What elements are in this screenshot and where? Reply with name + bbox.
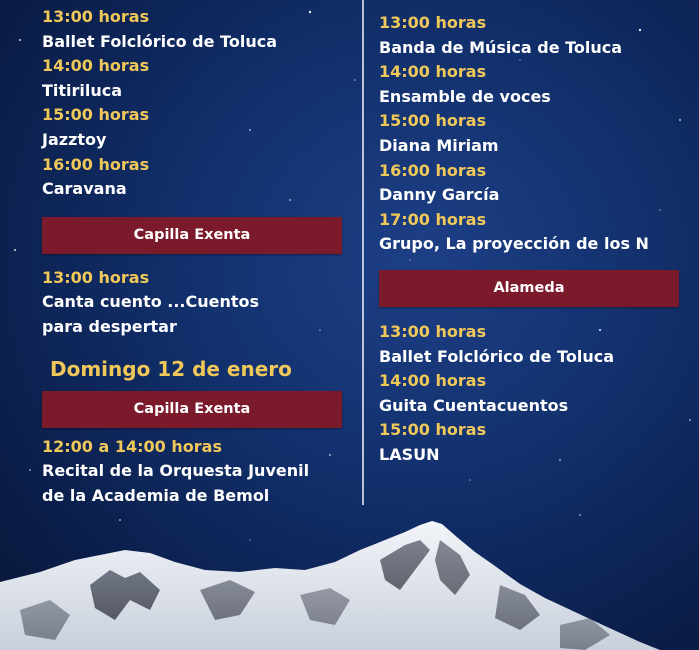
snowy-mountain-illustration <box>0 500 699 650</box>
activity: Recital de la Orquesta Juvenil <box>42 461 310 481</box>
activity: Guita Cuentacuentos <box>379 395 569 415</box>
time-slot: 14:00 horas <box>379 371 487 391</box>
left-schedule-block-3 <box>42 435 342 509</box>
activity: Grupo, La proyección de los N <box>379 234 649 254</box>
column-divider <box>362 0 364 505</box>
date-heading: Domingo 12 de enero <box>50 356 292 381</box>
right-schedule-block-1 <box>379 11 679 257</box>
right-schedule-block-2 <box>379 320 679 468</box>
time-slot: 15:00 horas <box>379 420 487 440</box>
time-slot: 16:00 horas <box>379 160 487 180</box>
venue-banner-capilla-exenta: Capilla Exenta <box>42 217 342 254</box>
activity: LASUN <box>379 444 440 464</box>
venue-banner-alameda: Alameda <box>379 270 679 307</box>
activity: Ensamble de voces <box>379 86 551 106</box>
time-slot: 14:00 horas <box>42 56 150 76</box>
activity: Banda de Música de Toluca <box>379 37 623 57</box>
time-slot: 12:00 a 14:00 horas <box>42 436 222 456</box>
time-slot: 13:00 horas <box>379 321 487 341</box>
left-schedule-block-2 <box>42 266 342 340</box>
activity: Titiriluca <box>42 80 123 100</box>
venue-banner-capilla-exenta-2: Capilla Exenta <box>42 391 342 428</box>
left-column <box>42 5 342 508</box>
activity: Jazztoy <box>42 129 107 149</box>
right-column <box>379 11 679 468</box>
time-slot: 15:00 horas <box>42 105 150 125</box>
time-slot: 13:00 horas <box>379 13 487 32</box>
activity: Ballet Folclórico de Toluca <box>42 31 277 51</box>
activity: Danny García <box>379 185 500 205</box>
time-slot: 14:00 horas <box>379 62 487 82</box>
activity: Canta cuento ...Cuentos <box>42 292 260 312</box>
time-slot: 17:00 horas <box>379 209 487 229</box>
time-slot: 13:00 horas <box>42 267 150 287</box>
time-slot: 13:00 horas <box>42 7 150 26</box>
activity: Ballet Folclórico de Toluca <box>379 346 614 366</box>
activity: Caravana <box>42 179 127 199</box>
activity-continued: para despertar <box>42 316 177 336</box>
activity-continued: de la Academia de Bemol <box>42 485 270 505</box>
time-slot: 16:00 horas <box>42 154 150 174</box>
time-slot: 15:00 horas <box>379 111 487 131</box>
left-schedule-block-1 <box>42 5 342 202</box>
activity: Diana Miriam <box>379 135 499 155</box>
